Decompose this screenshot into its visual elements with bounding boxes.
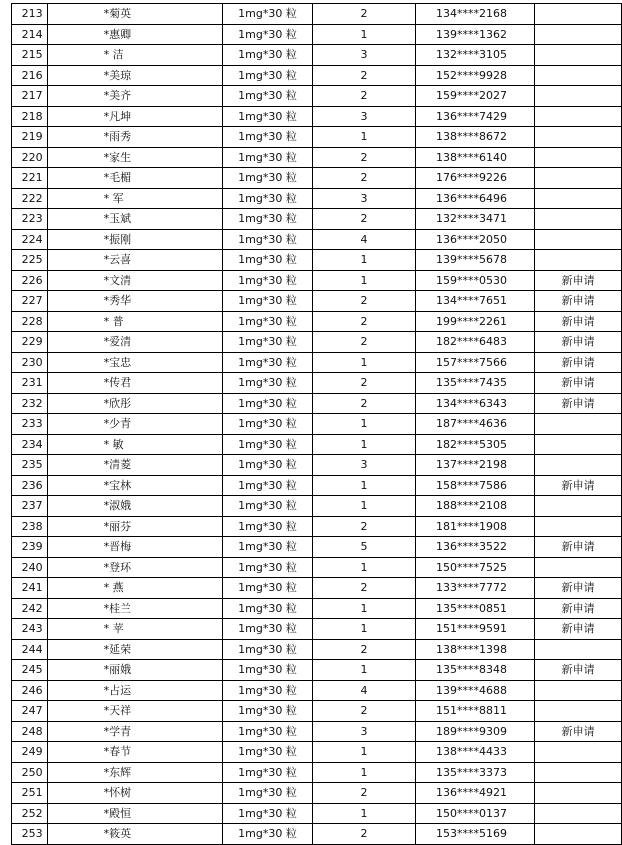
quantity-cell: 4 xyxy=(313,680,416,701)
table-row xyxy=(12,537,622,558)
drug-spec-cell: 1mg*30 粒 xyxy=(222,742,312,763)
patient-name-cell: *丽芬 xyxy=(47,516,222,537)
table-row xyxy=(12,516,622,537)
quantity-cell: 2 xyxy=(313,824,416,845)
quantity-cell: 1 xyxy=(313,434,416,455)
table-row xyxy=(12,127,622,148)
row-number-cell: 249 xyxy=(12,742,48,763)
table-row xyxy=(12,762,622,783)
row-number-cell: 228 xyxy=(12,311,48,332)
row-number-cell: 225 xyxy=(12,250,48,271)
table-row xyxy=(12,824,622,845)
row-number-cell: 239 xyxy=(12,537,48,558)
patient-name-cell: *家生 xyxy=(47,147,222,168)
patient-name-cell: *秀华 xyxy=(47,291,222,312)
row-number-cell: 231 xyxy=(12,373,48,394)
quantity-cell: 3 xyxy=(313,106,416,127)
row-number-cell: 245 xyxy=(12,660,48,681)
quantity-cell: 1 xyxy=(313,414,416,435)
phone-number-cell: 188****2108 xyxy=(415,496,534,517)
quantity-cell: 1 xyxy=(313,270,416,291)
row-number-cell: 226 xyxy=(12,270,48,291)
remark-cell xyxy=(535,824,622,845)
remark-cell xyxy=(535,127,622,148)
patient-name-cell: *振刚 xyxy=(47,229,222,250)
phone-number-cell: 182****6483 xyxy=(415,332,534,353)
table-row xyxy=(12,475,622,496)
remark-cell xyxy=(535,516,622,537)
patient-name-cell: *云喜 xyxy=(47,250,222,271)
remark-cell xyxy=(535,414,622,435)
drug-spec-cell: 1mg*30 粒 xyxy=(222,147,312,168)
row-number-cell: 252 xyxy=(12,803,48,824)
table-row xyxy=(12,455,622,476)
phone-number-cell: 135****8348 xyxy=(415,660,534,681)
patient-name-cell: *桂兰 xyxy=(47,598,222,619)
row-number-cell: 242 xyxy=(12,598,48,619)
table-row xyxy=(12,639,622,660)
phone-number-cell: 138****6140 xyxy=(415,147,534,168)
quantity-cell: 2 xyxy=(313,783,416,804)
remark-cell xyxy=(535,742,622,763)
remark-cell xyxy=(535,209,622,230)
quantity-cell: 2 xyxy=(313,332,416,353)
quantity-cell: 1 xyxy=(313,598,416,619)
remark-cell: 新申请 xyxy=(535,393,622,414)
table-row xyxy=(12,434,622,455)
row-number-cell: 250 xyxy=(12,762,48,783)
phone-number-cell: 138****4433 xyxy=(415,742,534,763)
phone-number-cell: 187****4636 xyxy=(415,414,534,435)
row-number-cell: 248 xyxy=(12,721,48,742)
row-number-cell: 218 xyxy=(12,106,48,127)
remark-cell xyxy=(535,434,622,455)
patient-name-cell: *美琼 xyxy=(47,65,222,86)
patient-name-cell: *殿恒 xyxy=(47,803,222,824)
drug-spec-cell: 1mg*30 粒 xyxy=(222,496,312,517)
patient-name-cell: *东辉 xyxy=(47,762,222,783)
row-number-cell: 221 xyxy=(12,168,48,189)
phone-number-cell: 135****0851 xyxy=(415,598,534,619)
quantity-cell: 1 xyxy=(313,352,416,373)
row-number-cell: 227 xyxy=(12,291,48,312)
quantity-cell: 2 xyxy=(313,147,416,168)
patient-name-cell: *宝林 xyxy=(47,475,222,496)
drug-spec-cell: 1mg*30 粒 xyxy=(222,680,312,701)
remark-cell xyxy=(535,65,622,86)
patient-name-cell: *学青 xyxy=(47,721,222,742)
drug-spec-cell: 1mg*30 粒 xyxy=(222,783,312,804)
phone-number-cell: 135****7435 xyxy=(415,373,534,394)
quantity-cell: 1 xyxy=(313,475,416,496)
remark-cell xyxy=(535,639,622,660)
remark-cell: 新申请 xyxy=(535,352,622,373)
phone-number-cell: 199****2261 xyxy=(415,311,534,332)
drug-spec-cell: 1mg*30 粒 xyxy=(222,537,312,558)
row-number-cell: 229 xyxy=(12,332,48,353)
quantity-cell: 1 xyxy=(313,762,416,783)
remark-cell: 新申请 xyxy=(535,475,622,496)
patient-name-cell: *雨秀 xyxy=(47,127,222,148)
drug-spec-cell: 1mg*30 粒 xyxy=(222,373,312,394)
drug-spec-cell: 1mg*30 粒 xyxy=(222,24,312,45)
table-row xyxy=(12,188,622,209)
row-number-cell: 215 xyxy=(12,45,48,66)
table-row xyxy=(12,742,622,763)
quantity-cell: 3 xyxy=(313,188,416,209)
phone-number-cell: 138****8672 xyxy=(415,127,534,148)
remark-cell: 新申请 xyxy=(535,537,622,558)
phone-number-cell: 139****1362 xyxy=(415,24,534,45)
row-number-cell: 236 xyxy=(12,475,48,496)
remark-cell xyxy=(535,557,622,578)
remark-cell xyxy=(535,168,622,189)
patient-name-cell: *淑娥 xyxy=(47,496,222,517)
phone-number-cell: 151****8811 xyxy=(415,701,534,722)
phone-number-cell: 132****3471 xyxy=(415,209,534,230)
remark-cell xyxy=(535,4,622,25)
table-row xyxy=(12,783,622,804)
table-row xyxy=(12,4,622,25)
row-number-cell: 247 xyxy=(12,701,48,722)
row-number-cell: 240 xyxy=(12,557,48,578)
remark-cell: 新申请 xyxy=(535,270,622,291)
quantity-cell: 2 xyxy=(313,373,416,394)
patient-name-cell: *晋梅 xyxy=(47,537,222,558)
patient-name-cell: * 苹 xyxy=(47,619,222,640)
quantity-cell: 2 xyxy=(313,578,416,599)
quantity-cell: 2 xyxy=(313,4,416,25)
drug-spec-cell: 1mg*30 粒 xyxy=(222,291,312,312)
patient-list-table xyxy=(11,3,622,845)
patient-name-cell: *欣彤 xyxy=(47,393,222,414)
phone-number-cell: 137****2198 xyxy=(415,455,534,476)
phone-number-cell: 159****0530 xyxy=(415,270,534,291)
table-row xyxy=(12,229,622,250)
phone-number-cell: 136****7429 xyxy=(415,106,534,127)
table-row xyxy=(12,803,622,824)
drug-spec-cell: 1mg*30 粒 xyxy=(222,578,312,599)
quantity-cell: 2 xyxy=(313,86,416,107)
drug-spec-cell: 1mg*30 粒 xyxy=(222,516,312,537)
drug-spec-cell: 1mg*30 粒 xyxy=(222,127,312,148)
drug-spec-cell: 1mg*30 粒 xyxy=(222,209,312,230)
quantity-cell: 3 xyxy=(313,721,416,742)
phone-number-cell: 139****5678 xyxy=(415,250,534,271)
patient-name-cell: *丽娥 xyxy=(47,660,222,681)
drug-spec-cell: 1mg*30 粒 xyxy=(222,311,312,332)
phone-number-cell: 176****9226 xyxy=(415,168,534,189)
quantity-cell: 2 xyxy=(313,311,416,332)
remark-cell xyxy=(535,496,622,517)
quantity-cell: 2 xyxy=(313,291,416,312)
remark-cell xyxy=(535,680,622,701)
remark-cell: 新申请 xyxy=(535,660,622,681)
remark-cell xyxy=(535,188,622,209)
remark-cell xyxy=(535,45,622,66)
row-number-cell: 243 xyxy=(12,619,48,640)
row-number-cell: 217 xyxy=(12,86,48,107)
row-number-cell: 244 xyxy=(12,639,48,660)
row-number-cell: 224 xyxy=(12,229,48,250)
drug-spec-cell: 1mg*30 粒 xyxy=(222,619,312,640)
patient-name-cell: *毛楣 xyxy=(47,168,222,189)
drug-spec-cell: 1mg*30 粒 xyxy=(222,65,312,86)
quantity-cell: 2 xyxy=(313,65,416,86)
patient-name-cell: *凡坤 xyxy=(47,106,222,127)
patient-name-cell: * 燕 xyxy=(47,578,222,599)
drug-spec-cell: 1mg*30 粒 xyxy=(222,86,312,107)
remark-cell: 新申请 xyxy=(535,373,622,394)
phone-number-cell: 132****3105 xyxy=(415,45,534,66)
drug-spec-cell: 1mg*30 粒 xyxy=(222,434,312,455)
phone-number-cell: 134****6343 xyxy=(415,393,534,414)
remark-cell: 新申请 xyxy=(535,311,622,332)
drug-spec-cell: 1mg*30 粒 xyxy=(222,475,312,496)
table-row xyxy=(12,168,622,189)
remark-cell: 新申请 xyxy=(535,578,622,599)
patient-name-cell: *延荣 xyxy=(47,639,222,660)
table-row xyxy=(12,209,622,230)
remark-cell: 新申请 xyxy=(535,332,622,353)
patient-name-cell: *春节 xyxy=(47,742,222,763)
phone-number-cell: 181****1908 xyxy=(415,516,534,537)
row-number-cell: 214 xyxy=(12,24,48,45)
row-number-cell: 237 xyxy=(12,496,48,517)
quantity-cell: 2 xyxy=(313,209,416,230)
patient-name-cell: *宝忠 xyxy=(47,352,222,373)
phone-number-cell: 135****3373 xyxy=(415,762,534,783)
drug-spec-cell: 1mg*30 粒 xyxy=(222,701,312,722)
quantity-cell: 1 xyxy=(313,496,416,517)
patient-name-cell: * 敏 xyxy=(47,434,222,455)
table-row xyxy=(12,557,622,578)
remark-cell xyxy=(535,762,622,783)
drug-spec-cell: 1mg*30 粒 xyxy=(222,639,312,660)
patient-name-cell: *文清 xyxy=(47,270,222,291)
table-row xyxy=(12,496,622,517)
remark-cell xyxy=(535,250,622,271)
table-row xyxy=(12,721,622,742)
patient-name-cell: *天祥 xyxy=(47,701,222,722)
quantity-cell: 1 xyxy=(313,619,416,640)
phone-number-cell: 136****6496 xyxy=(415,188,534,209)
phone-number-cell: 152****9928 xyxy=(415,65,534,86)
remark-cell xyxy=(535,86,622,107)
row-number-cell: 219 xyxy=(12,127,48,148)
patient-name-cell: *清菱 xyxy=(47,455,222,476)
patient-name-cell: *美齐 xyxy=(47,86,222,107)
table-row xyxy=(12,414,622,435)
drug-spec-cell: 1mg*30 粒 xyxy=(222,352,312,373)
drug-spec-cell: 1mg*30 粒 xyxy=(222,824,312,845)
quantity-cell: 5 xyxy=(313,537,416,558)
phone-number-cell: 189****9309 xyxy=(415,721,534,742)
remark-cell xyxy=(535,455,622,476)
table-row xyxy=(12,291,622,312)
quantity-cell: 2 xyxy=(313,168,416,189)
table-row xyxy=(12,578,622,599)
quantity-cell: 1 xyxy=(313,127,416,148)
patient-name-cell: *筱英 xyxy=(47,824,222,845)
drug-spec-cell: 1mg*30 粒 xyxy=(222,803,312,824)
phone-number-cell: 136****4921 xyxy=(415,783,534,804)
row-number-cell: 222 xyxy=(12,188,48,209)
drug-spec-cell: 1mg*30 粒 xyxy=(222,4,312,25)
quantity-cell: 1 xyxy=(313,24,416,45)
table-row xyxy=(12,352,622,373)
drug-spec-cell: 1mg*30 粒 xyxy=(222,45,312,66)
quantity-cell: 3 xyxy=(313,45,416,66)
table-row xyxy=(12,65,622,86)
patient-name-cell: *少青 xyxy=(47,414,222,435)
row-number-cell: 232 xyxy=(12,393,48,414)
drug-spec-cell: 1mg*30 粒 xyxy=(222,168,312,189)
drug-spec-cell: 1mg*30 粒 xyxy=(222,188,312,209)
phone-number-cell: 159****2027 xyxy=(415,86,534,107)
drug-spec-cell: 1mg*30 粒 xyxy=(222,332,312,353)
row-number-cell: 213 xyxy=(12,4,48,25)
table-row xyxy=(12,660,622,681)
row-number-cell: 241 xyxy=(12,578,48,599)
table-row xyxy=(12,311,622,332)
quantity-cell: 2 xyxy=(313,516,416,537)
phone-number-cell: 133****7772 xyxy=(415,578,534,599)
quantity-cell: 2 xyxy=(313,639,416,660)
quantity-cell: 2 xyxy=(313,701,416,722)
patient-name-cell: * 洁 xyxy=(47,45,222,66)
remark-cell xyxy=(535,106,622,127)
drug-spec-cell: 1mg*30 粒 xyxy=(222,455,312,476)
drug-spec-cell: 1mg*30 粒 xyxy=(222,557,312,578)
patient-name-cell: *爱清 xyxy=(47,332,222,353)
row-number-cell: 246 xyxy=(12,680,48,701)
remark-cell xyxy=(535,229,622,250)
remark-cell xyxy=(535,701,622,722)
drug-spec-cell: 1mg*30 粒 xyxy=(222,229,312,250)
patient-name-cell: * 普 xyxy=(47,311,222,332)
patient-name-cell: *登环 xyxy=(47,557,222,578)
drug-spec-cell: 1mg*30 粒 xyxy=(222,762,312,783)
phone-number-cell: 158****7586 xyxy=(415,475,534,496)
table-row xyxy=(12,250,622,271)
phone-number-cell: 150****0137 xyxy=(415,803,534,824)
quantity-cell: 1 xyxy=(313,250,416,271)
phone-number-cell: 138****1398 xyxy=(415,639,534,660)
phone-number-cell: 134****7651 xyxy=(415,291,534,312)
phone-number-cell: 136****3522 xyxy=(415,537,534,558)
quantity-cell: 3 xyxy=(313,455,416,476)
table-row xyxy=(12,393,622,414)
patient-name-cell: *惠卿 xyxy=(47,24,222,45)
drug-spec-cell: 1mg*30 粒 xyxy=(222,393,312,414)
remark-cell xyxy=(535,24,622,45)
table-row xyxy=(12,680,622,701)
row-number-cell: 238 xyxy=(12,516,48,537)
drug-spec-cell: 1mg*30 粒 xyxy=(222,660,312,681)
table-row xyxy=(12,106,622,127)
patient-name-cell: * 军 xyxy=(47,188,222,209)
phone-number-cell: 139****4688 xyxy=(415,680,534,701)
quantity-cell: 1 xyxy=(313,742,416,763)
row-number-cell: 216 xyxy=(12,65,48,86)
table-row xyxy=(12,147,622,168)
drug-spec-cell: 1mg*30 粒 xyxy=(222,106,312,127)
patient-name-cell: *怀树 xyxy=(47,783,222,804)
row-number-cell: 234 xyxy=(12,434,48,455)
remark-cell: 新申请 xyxy=(535,598,622,619)
row-number-cell: 251 xyxy=(12,783,48,804)
table-row xyxy=(12,270,622,291)
table-row xyxy=(12,373,622,394)
table-row xyxy=(12,598,622,619)
remark-cell xyxy=(535,803,622,824)
table-row xyxy=(12,86,622,107)
remark-cell xyxy=(535,783,622,804)
phone-number-cell: 157****7566 xyxy=(415,352,534,373)
phone-number-cell: 182****5305 xyxy=(415,434,534,455)
table-row xyxy=(12,24,622,45)
quantity-cell: 4 xyxy=(313,229,416,250)
phone-number-cell: 134****2168 xyxy=(415,4,534,25)
drug-spec-cell: 1mg*30 粒 xyxy=(222,270,312,291)
quantity-cell: 1 xyxy=(313,557,416,578)
phone-number-cell: 151****9591 xyxy=(415,619,534,640)
phone-number-cell: 136****2050 xyxy=(415,229,534,250)
drug-spec-cell: 1mg*30 粒 xyxy=(222,414,312,435)
table-body xyxy=(12,4,622,845)
table-row xyxy=(12,45,622,66)
quantity-cell: 1 xyxy=(313,803,416,824)
patient-name-cell: *玉斌 xyxy=(47,209,222,230)
table-row xyxy=(12,619,622,640)
table-row xyxy=(12,332,622,353)
patient-name-cell: *菊英 xyxy=(47,4,222,25)
drug-spec-cell: 1mg*30 粒 xyxy=(222,250,312,271)
row-number-cell: 233 xyxy=(12,414,48,435)
phone-number-cell: 153****5169 xyxy=(415,824,534,845)
patient-name-cell: *传君 xyxy=(47,373,222,394)
quantity-cell: 2 xyxy=(313,393,416,414)
patient-name-cell: *占运 xyxy=(47,680,222,701)
row-number-cell: 235 xyxy=(12,455,48,476)
row-number-cell: 220 xyxy=(12,147,48,168)
table-row xyxy=(12,701,622,722)
phone-number-cell: 150****7525 xyxy=(415,557,534,578)
row-number-cell: 230 xyxy=(12,352,48,373)
remark-cell: 新申请 xyxy=(535,291,622,312)
row-number-cell: 253 xyxy=(12,824,48,845)
remark-cell: 新申请 xyxy=(535,619,622,640)
drug-spec-cell: 1mg*30 粒 xyxy=(222,598,312,619)
remark-cell xyxy=(535,147,622,168)
remark-cell: 新申请 xyxy=(535,721,622,742)
quantity-cell: 1 xyxy=(313,660,416,681)
row-number-cell: 223 xyxy=(12,209,48,230)
drug-spec-cell: 1mg*30 粒 xyxy=(222,721,312,742)
